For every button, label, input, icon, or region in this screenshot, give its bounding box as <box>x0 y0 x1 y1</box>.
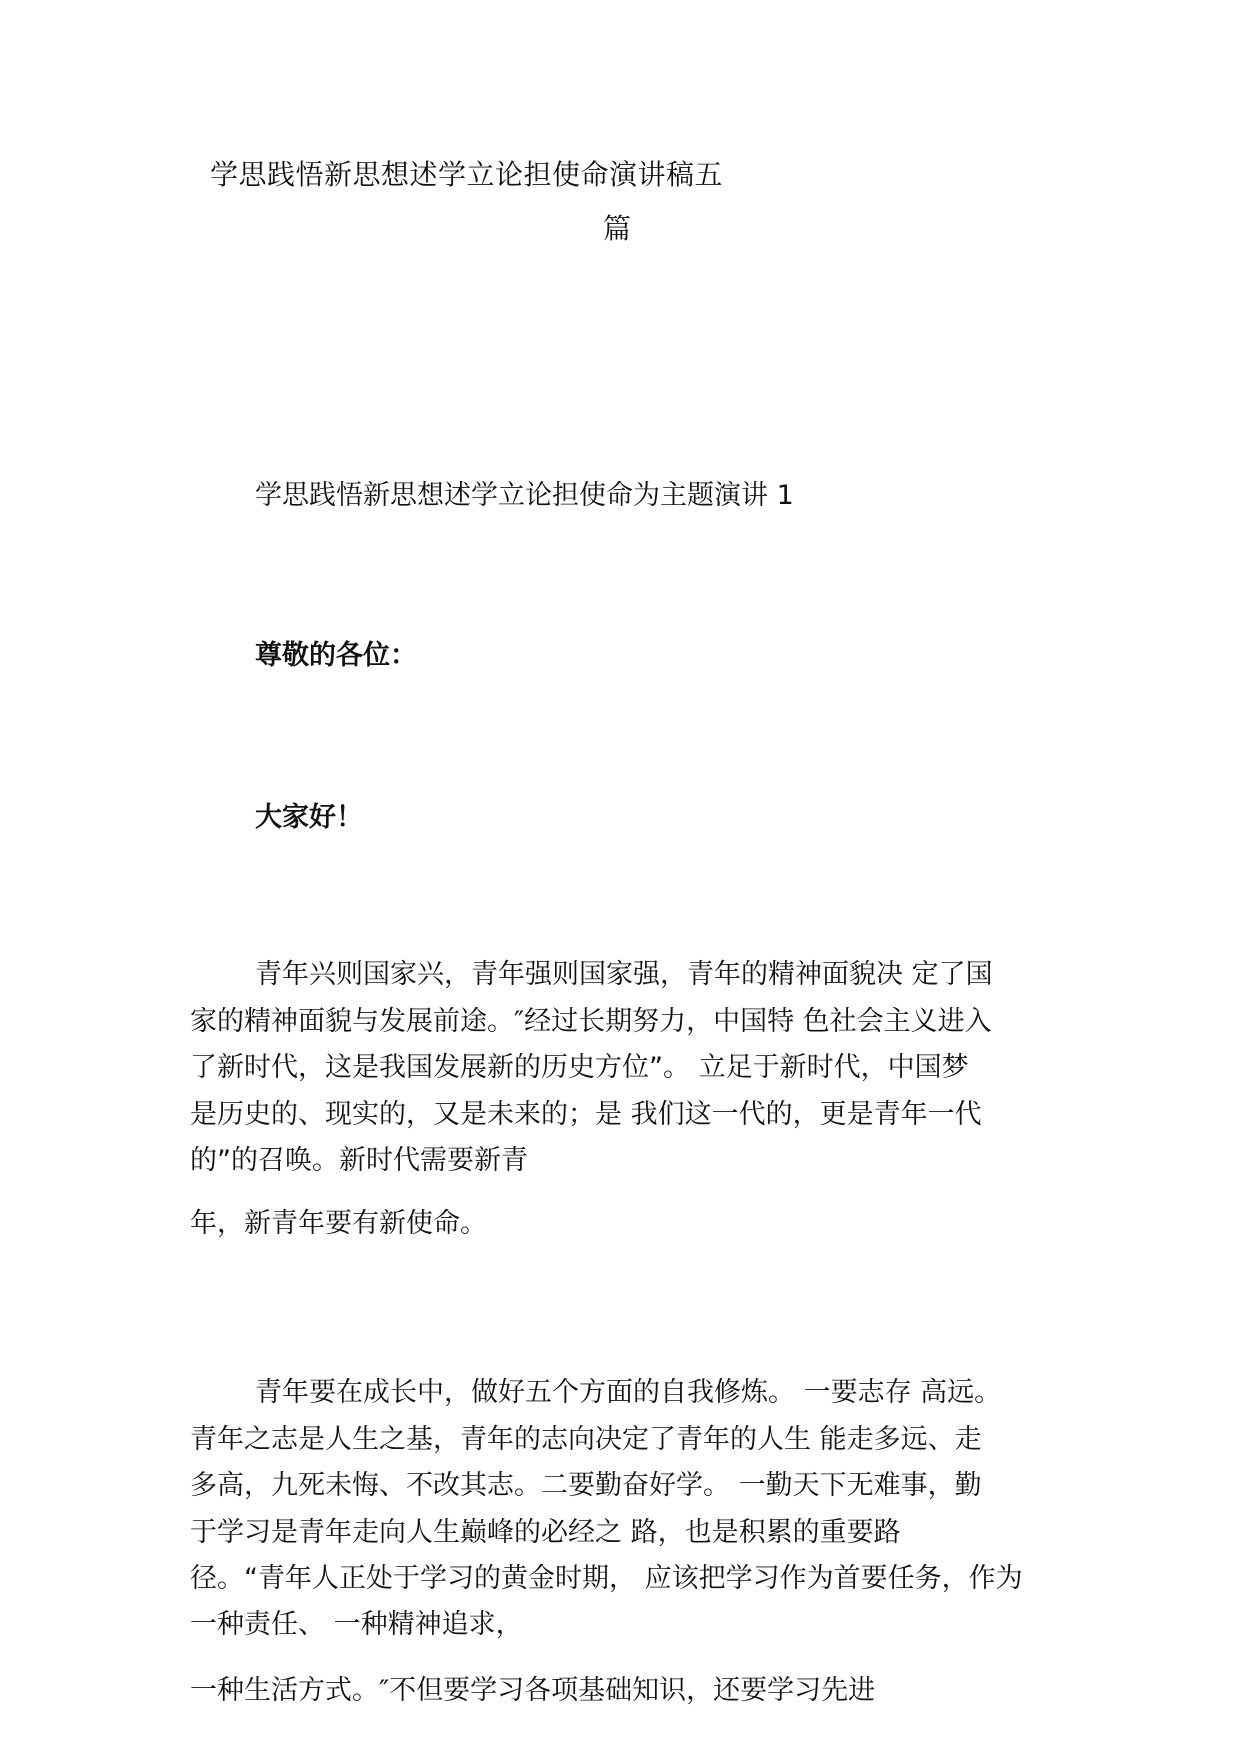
paragraph-1-line-3: 了新时代，这是我国发展新的历史方位”。 立足于新时代，中国梦 <box>190 1052 969 1083</box>
paragraph-2-line-2: 青年之志是人生之基，青年的志向决定了青年的人生 能走多远、走 <box>190 1424 982 1455</box>
section-heading: 学思践悟新思想述学立论担使命为主题演讲 1 <box>255 480 794 511</box>
paragraph-1-line-5: 的”的召唤。新时代需要新青 <box>190 1145 528 1176</box>
greeting: 大家好！ <box>255 802 363 833</box>
paragraph-2-line-3: 多高，九死未悔、不改其志。二要勤奋好学。 一勤天下无难事，勤 <box>190 1470 982 1501</box>
paragraph-2-line-6: 一种责任、 一种精神追求， <box>190 1609 523 1640</box>
paragraph-2-line-1: 青年要在成长中，做好五个方面的自我修炼。 一要志存 高远。 <box>255 1377 1002 1408</box>
paragraph-1-line-1: 青年兴则国家兴，青年强则国家强，青年的精神面貌决 定了国 <box>255 959 993 990</box>
paragraph-1-line-4: 是历史的、现实的，又是未来的；是 我们这一代的，更是青年一代 <box>190 1099 982 1130</box>
paragraph-2-line-5: 径。“青年人正处于学习的黄金时期， 应该把学习作为首要任务，作为 <box>190 1563 1023 1594</box>
paragraph-2-line-7: 一种生活方式。″不但要学习各项基础知识，还要学习先进 <box>190 1675 876 1706</box>
paragraph-1-line-6: 年，新青年要有新使命。 <box>190 1208 487 1239</box>
document-title-line-2: 篇 <box>603 212 632 245</box>
paragraph-2-line-4: 于学习是青年走向人生巅峰的必经之 路，也是积累的重要路 <box>190 1517 901 1548</box>
salutation: 尊敬的各位： <box>255 640 417 671</box>
paragraph-1-line-2: 家的精神面貌与发展前途。″经过长期努力，中国特 色社会主义进入 <box>190 1006 992 1037</box>
document-title-line-1: 学思践悟新思想述学立论担使命演讲稿五 <box>210 158 724 191</box>
